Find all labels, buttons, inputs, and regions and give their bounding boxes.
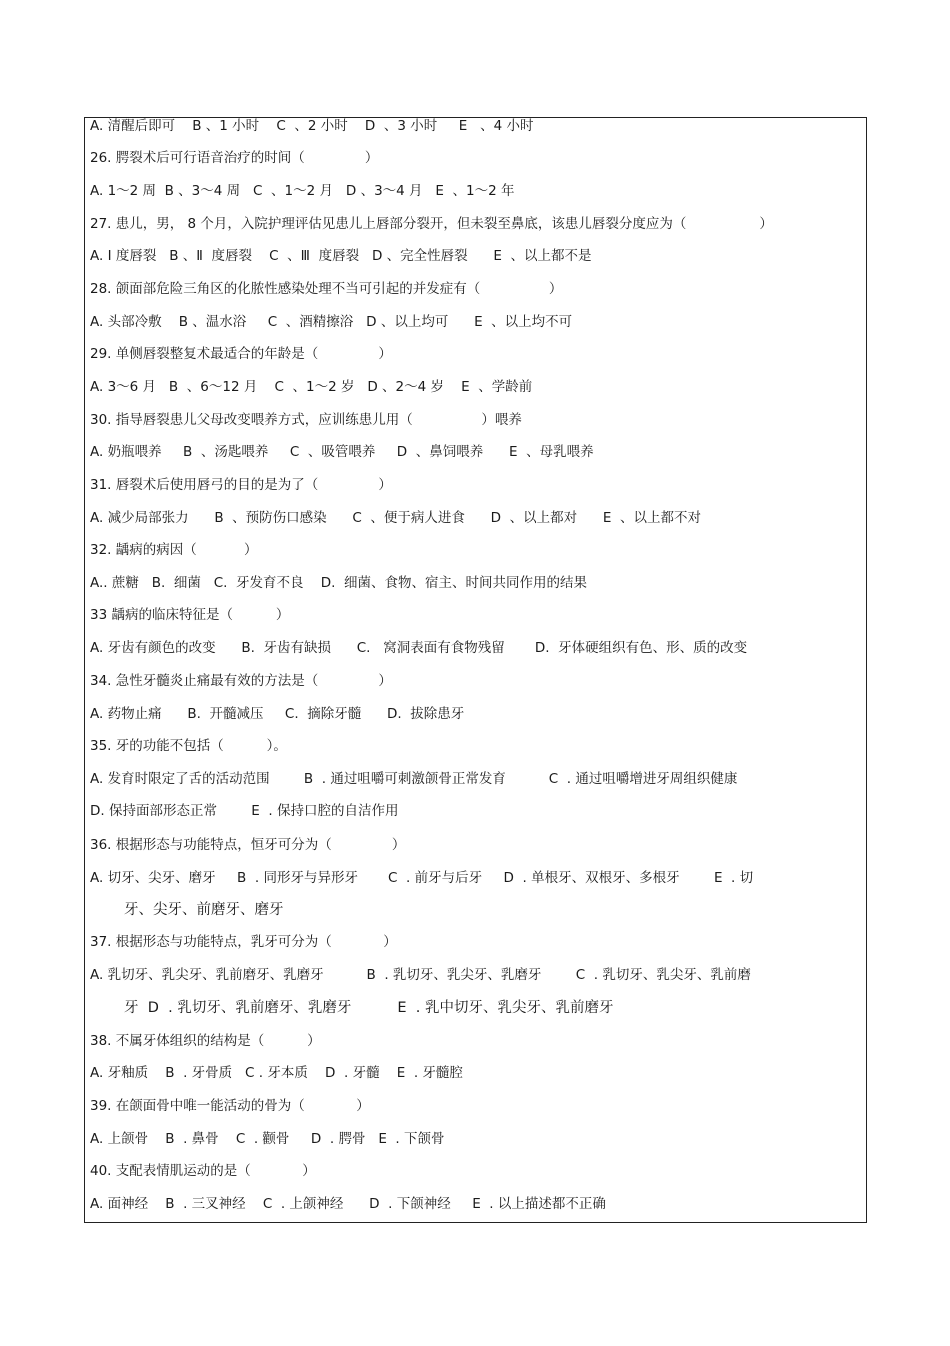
q28-question: 28. 颌面部危险三角区的化脓性感染处理不当可引起的并发症有（ ） bbox=[90, 281, 563, 297]
q32-question: 32. 龋病的病因（ ） bbox=[90, 542, 258, 558]
q37-options-line1: A. 乳切牙、乳尖牙、乳前磨牙、乳磨牙 B . 乳切牙、乳尖牙、乳磨牙 C . 乳切牙、乳尖牙、乳前磨 bbox=[90, 967, 751, 983]
q26-options: A. 1～2 周 B 、3～4 周 C 、1～2 月 D 、3～4 月 E 、1～2 年 bbox=[90, 183, 515, 199]
q38-question: 38. 不属牙体组织的结构是（ ） bbox=[90, 1033, 321, 1049]
q30-options: A. 奶瓶喂养 B 、汤匙喂养 C 、吸管喂养 D 、鼻饲喂养 E 、母乳喂养 bbox=[90, 444, 594, 460]
q40-options: A. 面神经 B . 三叉神经 C . 上颌神经 D . 下颌神经 E . 以上描述都不正确 bbox=[90, 1196, 606, 1212]
q30-question: 30. 指导唇裂患儿父母改变喂养方式，应训练患儿用（ ）喂养 bbox=[90, 412, 522, 428]
q37-options-line2: 牙 D . 乳切牙、乳前磨牙、乳磨牙 E . 乳中切牙、乳尖牙、乳前磨牙 bbox=[124, 1000, 614, 1016]
q39-options: A. 上颌骨 B . 鼻骨 C . 颧骨 D . 腭骨 E . 下颌骨 bbox=[90, 1131, 445, 1147]
q36-question: 36. 根据形态与功能特点，恒牙可分为（ ） bbox=[90, 837, 406, 853]
q29-question: 29. 单侧唇裂整复术最适合的年龄是（ ） bbox=[90, 346, 392, 362]
q31-question: 31. 唇裂术后使用唇弓的目的是为了（ ） bbox=[90, 477, 392, 493]
q34-question: 34. 急性牙髓炎止痛最有效的方法是（ ） bbox=[90, 673, 392, 689]
q38-options: A. 牙釉质 B . 牙骨质 C . 牙本质 D . 牙髓 E . 牙髓腔 bbox=[90, 1065, 463, 1081]
q39-question: 39. 在颌面骨中唯一能活动的骨为（ ） bbox=[90, 1098, 370, 1114]
q36-options-line2: 牙、尖牙、前磨牙、磨牙 bbox=[124, 902, 284, 918]
q27-question: 27. 患儿，男， 8 个月，入院护理评估见患儿上唇部分裂开，但未裂至鼻底，该患儿唇裂分度应为（ ） bbox=[90, 216, 773, 232]
q32-options: A.. 蔗糖 B. 细菌 C. 牙发育不良 D. 细菌、食物、宿主、时间共同作用的结果 bbox=[90, 575, 587, 591]
q34-options: A. 药物止痛 B. 开髓减压 C. 摘除牙髓 D. 拔除患牙 bbox=[90, 706, 465, 722]
q35-options-line1: A. 发育时限定了舌的活动范围 B . 通过咀嚼可刺激颌骨正常发育 C . 通过咀嚼增进牙周组织健康 bbox=[90, 771, 738, 787]
q33-options: A. 牙齿有颜色的改变 B. 牙齿有缺损 C. 窝洞表面有食物残留 D. 牙体硬组织有色、形、质的改变 bbox=[90, 640, 748, 656]
q27-options: A. Ⅰ 度唇裂 B 、Ⅱ 度唇裂 C 、Ⅲ 度唇裂 D 、完全性唇裂 E 、以上都不是 bbox=[90, 248, 592, 264]
q29-options: A. 3～6 月 B 、6～12 月 C 、1～2 岁 D 、2～4 岁 E 、学龄前 bbox=[90, 379, 533, 395]
q28-options: A. 头部冷敷 B 、温水浴 C 、酒精擦浴 D 、以上均可 E 、以上均不可 bbox=[90, 314, 573, 330]
q37-question: 37. 根据形态与功能特点，乳牙可分为（ ） bbox=[90, 934, 397, 950]
q33-question: 33 龋病的临床特征是（ ） bbox=[90, 607, 290, 623]
q40-question: 40. 支配表情肌运动的是（ ） bbox=[90, 1163, 316, 1179]
q31-options: A. 减少局部张力 B 、预防伤口感染 C 、便于病人进食 D 、以上都对 E 、以上都不对 bbox=[90, 510, 702, 526]
q26-question: 26. 腭裂术后可行语音治疗的时间（ ） bbox=[90, 150, 379, 166]
q36-options-line1: A. 切牙、尖牙、磨牙 B . 同形牙与异形牙 C . 前牙与后牙 D . 单根牙、双根牙、多根牙 E . 切 bbox=[90, 870, 754, 886]
q35-options-line2: D. 保持面部形态正常 E . 保持口腔的自洁作用 bbox=[90, 803, 399, 819]
q35-question: 35. 牙的功能不包括（ ）。 bbox=[90, 738, 287, 754]
q25-options: A. 清醒后即可 B 、1 小时 C 、2 小时 D 、3 小时 E 、4 小时 bbox=[90, 118, 534, 134]
